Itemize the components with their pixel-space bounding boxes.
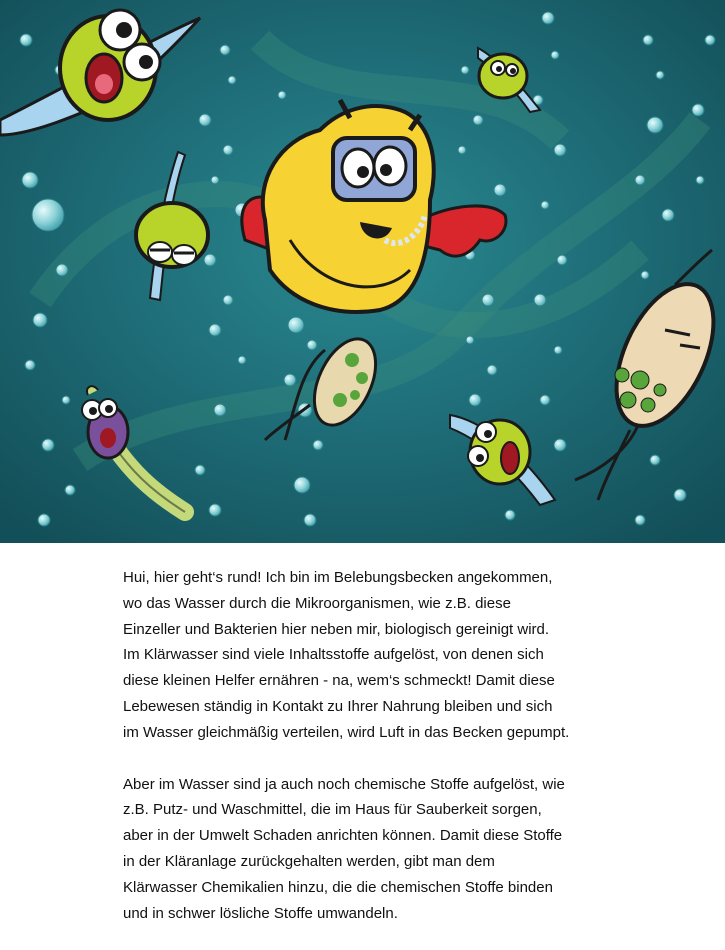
story-line: und in schwer lösliche Stoffe umwandeln. [123,904,398,922]
air-bubble [223,145,233,155]
air-bubble [228,76,236,84]
air-bubble [284,374,296,386]
air-bubble [650,455,660,465]
air-bubble [304,514,316,526]
air-bubble [294,477,310,493]
air-bubble [223,295,233,305]
air-bubble [65,485,75,495]
air-bubble [692,104,704,116]
air-bubble [482,294,494,306]
air-bubble [20,34,32,46]
air-bubble [487,365,497,375]
air-bubble [209,504,221,516]
story-line: Im Klärwasser sind viele Inhaltsstoffe aufgelöst, von denen sich [123,646,544,664]
air-bubble [696,176,704,184]
air-bubble [551,51,559,59]
air-bubble [62,396,70,404]
air-bubble [643,35,653,45]
air-bubble [22,172,38,188]
air-bubble [656,71,664,79]
air-bubble [473,115,483,125]
air-bubble [220,45,230,55]
story-line: Hui, hier geht‘s rund! Ich bin im Belebungsbecken angekommen, [123,569,553,586]
air-bubble [554,144,566,156]
story-line: im Wasser gleichmäßig verteilen, wird Luft in das Becken gepumpt. [123,723,570,741]
air-bubble [540,395,550,405]
air-bubble [557,255,567,265]
air-bubble [541,201,549,209]
air-bubble [635,515,645,525]
air-bubble [469,394,481,406]
air-bubble [42,439,54,451]
air-bubble [195,465,205,475]
story-line: Lebewesen ständig in Kontakt zu Ihrer Nahrung bleiben und sich [123,697,553,715]
air-bubble [25,360,35,370]
air-bubble [288,317,304,333]
air-bubble [199,114,211,126]
story-line: wo das Wasser durch die Mikroorganismen, wie z.B. diese [123,594,511,612]
air-bubble [641,271,649,279]
air-bubble [38,514,50,526]
story-line: diese kleinen Helfer ernähren - na, wem‘s schmeckt! Damit diese [123,672,555,690]
air-bubble [204,254,216,266]
air-bubble [209,324,221,336]
air-bubble [278,91,286,99]
story-paragraph-1 [123,565,643,746]
air-bubble [554,346,562,354]
air-bubble [635,175,645,185]
air-bubble [674,489,686,501]
air-bubble [32,199,64,231]
air-bubble [461,66,469,74]
air-bubble [662,209,674,221]
air-bubble [313,440,323,450]
air-bubble [534,294,546,306]
air-bubble [554,439,566,451]
air-bubble [647,117,663,133]
story-line: Klärwasser Chemikalien hinzu, die die chemischen Stoffe binden [123,878,553,896]
air-bubble [56,264,68,276]
story-line: z.B. Putz- und Waschmittel, die im Haus für Sauberkeit sorgen, [123,801,542,819]
air-bubble [542,12,554,24]
air-bubble [307,340,317,350]
air-bubble [211,176,219,184]
air-bubble [238,356,246,364]
story-line: Einzeller und Bakterien hier neben mir, biologisch gereinigt wird. [123,620,550,638]
air-bubble [458,146,466,154]
air-bubble [466,336,474,344]
air-bubble [505,510,515,520]
story-paragraph-2 [123,772,643,927]
air-bubble [33,313,47,327]
air-bubble [214,404,226,416]
air-bubble [705,35,715,45]
story-line: Aber im Wasser sind ja auch noch chemische Stoffe aufgelöst, wie [123,775,565,793]
story-text [123,565,643,926]
story-line: in der Kläranlage zurückgehalten werden, gibt man dem [123,852,495,870]
story-line: aber in der Umwelt Schaden anrichten können. Damit diese Stoffe [123,827,563,845]
air-bubble [494,184,506,196]
